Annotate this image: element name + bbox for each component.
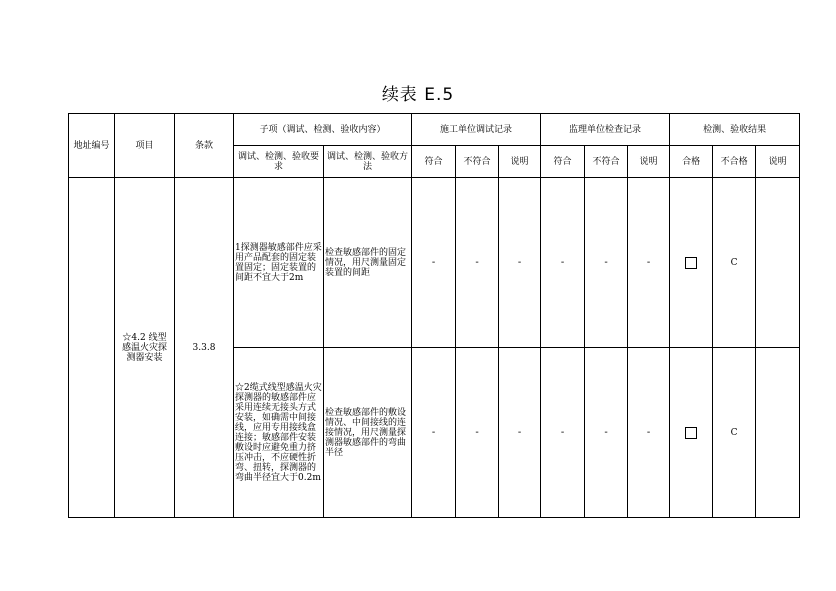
c-nonconform-cell: - xyxy=(456,348,499,518)
r-note-cell xyxy=(756,348,800,518)
header-item: 项目 xyxy=(115,114,175,178)
header-c-nonconform: 不符合 xyxy=(456,146,499,178)
header-clause: 条款 xyxy=(175,114,234,178)
r-note-cell xyxy=(756,178,800,348)
header-unqualified: 不合格 xyxy=(713,146,756,178)
clause-cell: 3.3.8 xyxy=(175,178,234,518)
header-requirement: 调试、检测、验收要求 xyxy=(234,146,324,178)
table-row xyxy=(69,178,800,348)
unqualified-cell: C xyxy=(713,178,756,348)
s-note-cell: - xyxy=(628,178,670,348)
header-address-no: 地址编号 xyxy=(69,114,115,178)
s-note-cell: - xyxy=(628,348,670,518)
c-note-cell: - xyxy=(499,348,541,518)
header-method: 调试、检测、验收方法 xyxy=(324,146,412,178)
header-c-note: 说明 xyxy=(499,146,541,178)
header-supervision-record: 监理单位检查记录 xyxy=(541,114,670,146)
c-conform-cell: - xyxy=(412,178,456,348)
qualified-checkbox[interactable] xyxy=(685,257,697,269)
qualified-cell xyxy=(670,178,713,348)
header-result: 检测、验收结果 xyxy=(670,114,800,146)
acceptance-table xyxy=(68,113,800,518)
item-cell: ☆4.2 线型感温火灾探测器安装 xyxy=(115,178,175,518)
c-note-cell: - xyxy=(499,178,541,348)
header-s-conform: 符合 xyxy=(541,146,585,178)
s-nonconform-cell: - xyxy=(585,178,628,348)
c-nonconform-cell: - xyxy=(456,178,499,348)
s-conform-cell: - xyxy=(541,178,585,348)
qualified-checkbox[interactable] xyxy=(685,427,697,439)
c-conform-cell: - xyxy=(412,348,456,518)
method-cell: 检查敏感部件的固定情况，用尺测量固定装置的间距 xyxy=(324,178,412,348)
header-c-conform: 符合 xyxy=(412,146,456,178)
header-construction-record: 施工单位调试记录 xyxy=(412,114,541,146)
page-title: 续表 E.5 xyxy=(381,85,455,105)
address-no-cell xyxy=(69,178,115,518)
header-sub-item: 子项（调试、检测、验收内容） xyxy=(234,114,412,146)
qualified-cell xyxy=(670,348,713,518)
method-cell: 检查敏感部件的敷设情况、中间接线的连接情况，用尺测量探测器敏感部件的弯曲半径 xyxy=(324,348,412,518)
header-s-note: 说明 xyxy=(628,146,670,178)
requirement-cell: ☆2缆式线型感温火灾探测器的敏感部件应采用连续无接头方式安装，如确需中间接线，应用专用接线盒连接；敏感部件安装敷设时应避免重力挤压冲击，不应硬性折弯、扭转，探测器的弯曲半径宜大于0.2m xyxy=(234,348,324,518)
unqualified-cell: C xyxy=(713,348,756,518)
s-nonconform-cell: - xyxy=(585,348,628,518)
s-conform-cell: - xyxy=(541,348,585,518)
requirement-cell: 1探测器敏感部件应采用产品配套的固定装置固定；固定装置的间距不宜大于2m xyxy=(234,178,324,348)
header-qualified: 合格 xyxy=(670,146,713,178)
header-s-nonconform: 不符合 xyxy=(585,146,628,178)
header-r-note: 说明 xyxy=(756,146,800,178)
